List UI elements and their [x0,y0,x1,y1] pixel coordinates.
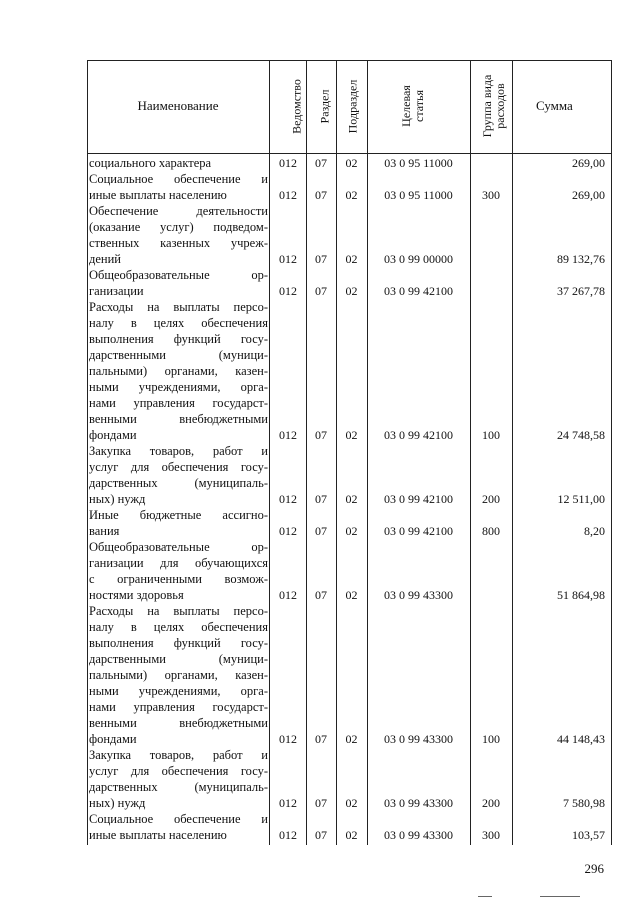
row-target-article: 03 0 99 42100 [384,524,453,538]
row-department: 012 [279,252,297,266]
row-subsection: 02 [345,796,358,810]
row-section: 07 [315,796,327,810]
row-department: 012 [279,428,297,442]
row-subsection: 02 [345,284,358,298]
row-name-line: дений [89,252,121,266]
row-target-article: 03 0 95 11000 [384,156,453,170]
row-name-line: ными учреждениями, орга- [89,684,268,698]
row-target-article: 03 0 99 42100 [384,284,453,298]
row-expense-group: 100 [482,732,500,746]
row-sum: 269,00 [572,156,605,170]
row-target-article: 03 0 99 42100 [384,492,453,506]
row-subsection: 02 [345,428,358,442]
row-name-line: Общеобразовательные ор- [89,540,268,554]
row-name-line: выполнения функций госу- [89,636,268,650]
row-section: 07 [315,492,327,506]
row-sum: 37 267,78 [557,284,605,298]
row-name-line: Иные бюджетные ассигно- [89,508,268,522]
row-section: 07 [315,828,327,842]
column-divider [470,60,471,845]
row-subsection: 02 [345,252,358,266]
row-name-line: налу в целях обеспечения [89,316,268,330]
row-subsection: 02 [345,588,358,602]
row-name-line: налу в целях обеспечения [89,620,268,634]
row-section: 07 [315,428,327,442]
row-expense-group: 100 [482,428,500,442]
page-number: 296 [584,861,604,876]
row-target-article: 03 0 95 11000 [384,188,453,202]
row-target-article: 03 0 99 43300 [384,796,453,810]
row-name-line: выполнения функций госу- [89,332,268,346]
row-expense-group: 300 [482,828,500,842]
row-name-line: Расходы на выплаты персо- [89,604,268,618]
row-department: 012 [279,588,297,602]
header-section: Раздел [317,89,332,124]
row-section: 07 [315,188,327,202]
row-name-line: (оказание услуг) подведом- [89,220,268,234]
row-subsection: 02 [345,156,358,170]
column-divider [367,60,368,845]
row-target-article: 03 0 99 00000 [384,252,453,266]
row-subsection: 02 [345,828,358,842]
row-name-line: Закупка товаров, работ и [89,748,268,762]
row-subsection: 02 [345,524,358,538]
row-name-line: ными учреждениями, орга- [89,380,268,394]
row-name-line: дарственными (муници- [89,348,268,362]
column-divider [512,60,513,845]
row-name-line: Расходы на выплаты персо- [89,300,268,314]
row-name-line: услуг для обеспечения госу- [89,764,268,778]
header-target-article [400,61,426,151]
footer-line-left [478,896,492,897]
row-expense-group: 300 [482,188,500,202]
row-expense-group: 200 [482,492,500,506]
header-target-article-line2: статья [412,90,426,122]
header-expense-group-line1: Группа вида [480,74,494,138]
header-department: Ведомство [289,79,304,134]
row-department: 012 [279,828,297,842]
row-sum: 89 132,76 [557,252,605,266]
row-name-line: дарственных (муниципаль- [89,780,268,794]
row-section: 07 [315,284,327,298]
row-sum: 8,20 [584,524,605,538]
row-name-line: иные выплаты населению [89,188,227,202]
row-name-line: фондами [89,428,137,442]
row-subsection: 02 [345,492,358,506]
row-expense-group: 200 [482,796,500,810]
row-sum: 24 748,58 [557,428,605,442]
column-divider [306,60,307,845]
row-department: 012 [279,732,297,746]
row-department: 012 [279,796,297,810]
row-target-article: 03 0 99 42100 [384,428,453,442]
row-sum: 51 864,98 [557,588,605,602]
header-name: Наименование [137,98,219,113]
row-name-line: Социальное обеспечение и [89,812,268,826]
row-name-line: ганизации для обучающихся [89,556,268,570]
row-name-line: ных) нужд [89,492,146,506]
row-name-line: Закупка товаров, работ и [89,444,268,458]
row-name-line: фондами [89,732,137,746]
row-name-line: пальными) органами, казен- [89,668,268,682]
header-expense-group-line2: расходов [493,83,507,129]
row-sum: 44 148,43 [557,732,605,746]
row-section: 07 [315,524,327,538]
row-name-line: нами управления государст- [89,700,268,714]
row-department: 012 [279,492,297,506]
row-name-line: венными внебюджетными [89,412,268,426]
row-target-article: 03 0 99 43300 [384,588,453,602]
row-name-line: вания [89,524,120,538]
row-subsection: 02 [345,732,358,746]
row-name-line: ных) нужд [89,796,146,810]
header-target-article-line1: Целевая [399,85,413,127]
row-sum: 103,57 [572,828,605,842]
column-divider [87,60,88,845]
row-section: 07 [315,252,327,266]
row-subsection: 02 [345,188,358,202]
row-name-line: услуг для обеспечения госу- [89,460,268,474]
column-divider [269,60,270,845]
row-name-line: Общеобразовательные ор- [89,268,268,282]
row-department: 012 [279,156,297,170]
row-sum: 269,00 [572,188,605,202]
row-name-line: ганизации [89,284,144,298]
header-subsection: Подраздел [345,79,360,134]
row-name-line: венными внебюджетными [89,716,268,730]
row-name-line: дарственных (муниципаль- [89,476,268,490]
row-section: 07 [315,156,327,170]
row-name-line: Обеспечение деятельности [89,204,268,218]
header-expense-group [481,61,507,151]
row-expense-group: 800 [482,524,500,538]
row-name-line: социального характера [89,156,212,170]
row-department: 012 [279,188,297,202]
row-sum: 7 580,98 [563,796,605,810]
row-name-line: ственных казенных учреж- [89,236,268,250]
row-name-line: ностями здоровья [89,588,184,602]
row-name-line: пальными) органами, казен- [89,364,268,378]
header-bottom-border [87,153,611,154]
row-department: 012 [279,284,297,298]
row-name-line: иные выплаты населению [89,828,227,842]
row-target-article: 03 0 99 43300 [384,732,453,746]
row-name-line: дарственными (муници- [89,652,268,666]
row-department: 012 [279,524,297,538]
row-sum: 12 511,00 [557,492,605,506]
row-section: 07 [315,732,327,746]
row-name-line: Социальное обеспечение и [89,172,268,186]
row-section: 07 [315,588,327,602]
row-name-line: с ограниченными возмож- [89,572,268,586]
row-name-line: нами управления государст- [89,396,268,410]
column-divider [336,60,337,845]
row-target-article: 03 0 99 43300 [384,828,453,842]
column-divider [611,60,612,845]
header-sum: Сумма [536,98,573,113]
footer-line-right [540,896,580,897]
